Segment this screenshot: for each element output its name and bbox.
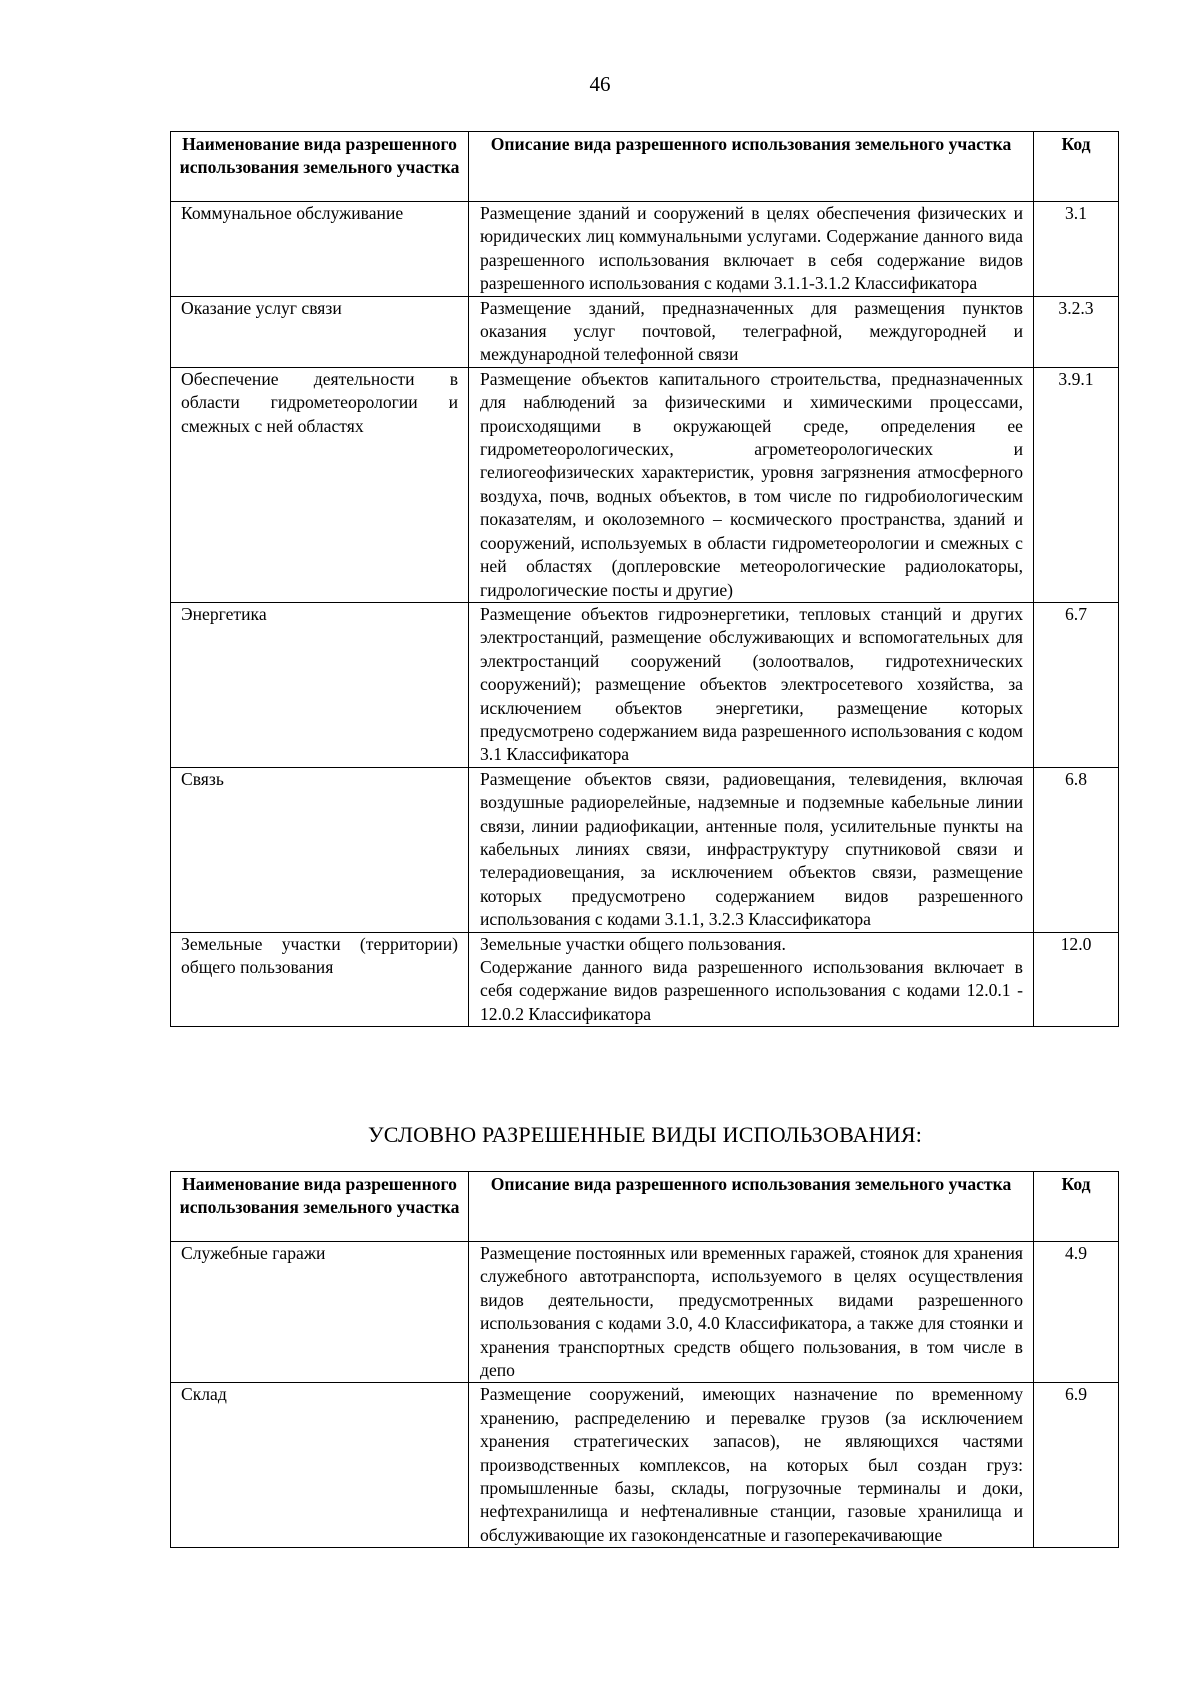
use-code: 12.0 <box>1034 932 1119 1027</box>
use-code: 6.9 <box>1034 1383 1119 1548</box>
use-name: Оказание услуг связи <box>171 296 469 367</box>
use-code: 6.8 <box>1034 767 1119 932</box>
use-name: Склад <box>171 1383 469 1548</box>
table-row <box>171 1242 1119 1383</box>
use-description: Размещение сооружений, имеющих назначение по временному хранению, распределению и перевалке грузов (за исключением хранения стратегических запасов), не являющихся частями производственных комплексов, на которых был создан груз: промышленные базы, склады, погрузочные терминалы и доки, нефтехранилища и нефтеналивные станции, газовые хранилища и обслуживающие их газоконденсатные и газоперекачивающие <box>469 1383 1034 1548</box>
use-description-first-line: Земельные участки общего пользования. <box>480 933 786 954</box>
column-header-name: Наименование вида разрешенного использования земельного участка <box>171 132 469 202</box>
table-row <box>171 932 1119 1027</box>
use-code: 3.9.1 <box>1034 367 1119 602</box>
use-description: Размещение зданий и сооружений в целях обеспечения физических и юридических лиц коммунальными услугами. Содержание данного вида разрешенного использования включает в себя содержание видов разрешенного использования с кодами 3.1.1-3.1.2 Классификатора <box>469 202 1034 297</box>
use-description: Размещение объектов связи, радиовещания, телевидения, включая воздушные радиорелейные, надземные и подземные кабельные линии связи, линии радиофикации, антенные поля, усилительные пункты на кабельных линиях связи, инфраструктуру спутниковой связи и телерадиовещания, за исключением объектов связи, размещение которых предусмотрено содержанием видов разрешенного использования с кодами 3.1.1, 3.2.3 Классификатора <box>469 767 1034 932</box>
use-name: Связь <box>171 767 469 932</box>
use-description: Содержание данного вида разрешенного использования включает в себя содержание видов разрешенного использования с кодами 12.0.1 - 12.0.2 Классификатора <box>480 957 1023 1024</box>
use-description: Размещение объектов гидроэнергетики, тепловых станций и других электростанций, размещение обслуживающих и вспомогательных для электростанций сооружений (золоотвалов, гидротехнических сооружений); размещение объектов электросетевого хозяйства, за исключением объектов энергетики, размещение которых предусмотрено содержанием вида разрешенного использования с кодом 3.1 Классификатора <box>469 602 1034 767</box>
use-code: 4.9 <box>1034 1242 1119 1383</box>
table-header-row <box>171 132 1119 202</box>
use-code: 3.2.3 <box>1034 296 1119 367</box>
use-description: Размещение постоянных или временных гаражей, стоянок для хранения служебного автотранспорта, используемого в целях осуществления видов деятельности, предусмотренных видами разрешенного использования с кодами 3.0, 4.0 Классификатора, а также для стоянки и хранения транспортных средств общего пользования, в том числе в депо <box>469 1242 1034 1383</box>
use-name: Земельные участки (территории) общего пользования <box>171 932 469 1027</box>
use-code: 6.7 <box>1034 602 1119 767</box>
column-header-code: Код <box>1034 132 1119 202</box>
table-row <box>171 767 1119 932</box>
column-header-code: Код <box>1034 1172 1119 1242</box>
use-name: Коммунальное обслуживание <box>171 202 469 297</box>
table-row <box>171 602 1119 767</box>
use-name: Энергетика <box>171 602 469 767</box>
use-description-cell <box>469 932 1034 1027</box>
table-row <box>171 202 1119 297</box>
page-number: 46 <box>589 72 611 96</box>
column-header-description: Описание вида разрешенного использования земельного участка <box>469 1172 1034 1242</box>
use-name: Служебные гаражи <box>171 1242 469 1383</box>
table-row <box>171 1383 1119 1548</box>
column-header-description: Описание вида разрешенного использования земельного участка <box>469 132 1034 202</box>
section-title: УСЛОВНО РАЗРЕШЕННЫЕ ВИДЫ ИСПОЛЬЗОВАНИЯ: <box>367 1122 923 1147</box>
table-header-row <box>171 1172 1119 1242</box>
use-name: Обеспечение деятельности в области гидрометеорологии и смежных с ней областях <box>171 367 469 602</box>
use-description: Размещение объектов капитального строительства, предназначенных для наблюдений за физическими и химическими процессами, происходящими в окружающей среде, определения ее гидрометеорологических, агрометеорологических и гелиогеофизических характеристик, уровня загрязнения атмосферного воздуха, почв, водных объектов, в том числе по гидробиологическим показателям, и околоземного – космического пространства, зданий и сооружений, используемых в области гидрометеорологии и смежных с ней областях (доплеровские метеорологические радиолокаторы, гидрологические посты и другие) <box>469 367 1034 602</box>
land-use-table-conditional <box>170 1171 1119 1548</box>
column-header-name: Наименование вида разрешенного использования земельного участка <box>171 1172 469 1242</box>
table-row <box>171 367 1119 602</box>
table-row <box>171 296 1119 367</box>
use-code: 3.1 <box>1034 202 1119 297</box>
use-description: Размещение зданий, предназначенных для размещения пунктов оказания услуг почтовой, телеграфной, междугородней и международной телефонной связи <box>469 296 1034 367</box>
land-use-table-main <box>170 131 1119 1027</box>
